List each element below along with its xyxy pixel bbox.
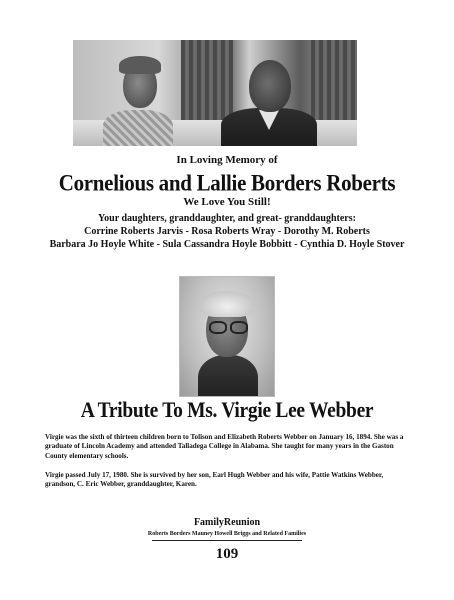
tribute-paragraph-2: Virgie passed July 17, 1980. She is survived by her son, Earl Hugh Webber and his wife, Pattie Watkins Webber, grandson, C. Eric Webber, granddaughter, Karen. bbox=[45, 471, 384, 489]
woman-figure bbox=[103, 110, 173, 146]
portrait-hair bbox=[200, 291, 254, 317]
glasses-right-lens bbox=[230, 321, 248, 334]
portrait-dress bbox=[198, 355, 258, 397]
memorial-names: Cornelious and Lallie Borders Roberts bbox=[58, 169, 396, 196]
portrait-photo bbox=[179, 276, 275, 397]
memorial-heading: In Loving Memory of bbox=[176, 154, 278, 166]
man-head bbox=[249, 60, 291, 112]
footer-divider bbox=[152, 540, 302, 541]
footer-title: FamilyReunion bbox=[193, 517, 261, 528]
memorial-sentiment: We Love You Still! bbox=[183, 196, 271, 208]
daughters-line: Your daughters, granddaughter, and great- granddaughters: bbox=[98, 213, 356, 224]
glasses-left-lens bbox=[209, 321, 227, 334]
family-names-line-1: Corrine Roberts Jarvis - Rosa Roberts Wray - Dorothy M. Roberts bbox=[84, 226, 370, 237]
woman-hair bbox=[119, 56, 161, 74]
tribute-title: A Tribute To Ms. Virgie Lee Webber bbox=[80, 399, 374, 423]
footer-subtitle: Roberts Borders Mauney Howell Briggs and Related Families bbox=[147, 531, 307, 537]
tribute-paragraph-1: Virgie was the sixth of thirteen children born to Tolison and Elizabeth Roberts Webber on January 16, 1894. She was a graduate of Lincoln Academy and attended Talladega College in Alabama. She taught for many years in the Gaston County elementary schools. bbox=[45, 433, 404, 460]
page-number: 109 bbox=[215, 546, 239, 562]
couple-photo bbox=[73, 40, 357, 146]
family-names-line-2: Barbara Jo Hoyle White - Sula Cassandra Hoyle Bobbitt - Cynthia D. Hoyle Stover bbox=[49, 239, 405, 250]
